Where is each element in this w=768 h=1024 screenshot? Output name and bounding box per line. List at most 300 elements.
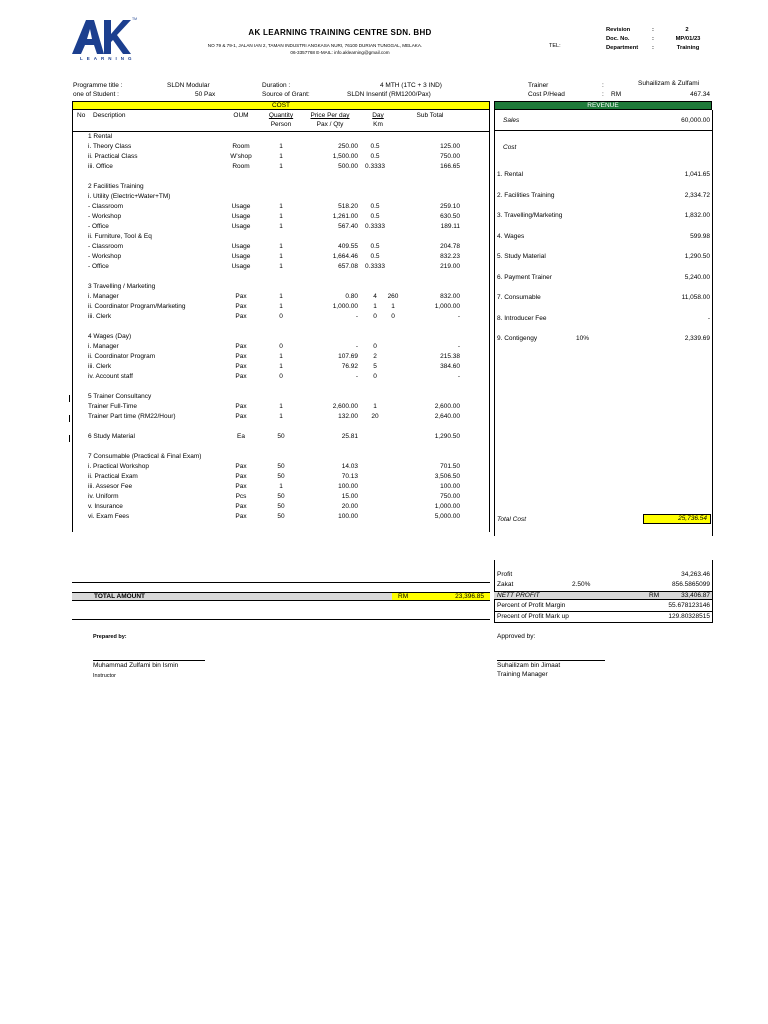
revenue-item-label: 4. Wages <box>497 232 525 240</box>
approved-name: Suhailizam bin Jimaat <box>497 662 561 669</box>
row-description: ii. Practical Class <box>88 153 138 160</box>
row-day: 0.5 <box>370 153 380 160</box>
sales-divider <box>494 130 712 131</box>
row-price: 1,664.46 <box>332 253 358 260</box>
tel-label: TEL: <box>549 43 561 49</box>
row-subtotal: 219.00 <box>440 263 460 270</box>
table-row <box>72 263 490 273</box>
row-day: 0 <box>373 313 377 320</box>
col-no: No <box>77 112 86 119</box>
table-row <box>72 483 490 493</box>
row-day: 1 <box>373 403 377 410</box>
revenue-item-label: 2. Facilities Training <box>497 191 555 199</box>
row-quantity: 1 <box>279 303 283 310</box>
row-price: 1,500.00 <box>332 153 358 160</box>
row-price: 20.00 <box>341 503 358 510</box>
row-marker <box>69 435 70 442</box>
row-price: 15.00 <box>341 493 358 500</box>
total-value: 23,396.85 <box>455 593 484 600</box>
table-row <box>72 373 490 383</box>
row-day: 0.3333 <box>365 163 385 170</box>
sales-label: Sales <box>503 117 520 124</box>
row-description: iii. Assesor Fee <box>88 483 133 490</box>
table-row <box>72 243 490 253</box>
row-oum: Pax <box>235 343 247 350</box>
table-row <box>72 163 490 173</box>
row-quantity: 1 <box>279 163 283 170</box>
revenue-item-value: 2,339.69 <box>684 335 710 342</box>
table-row <box>72 233 490 243</box>
col-day: Day <box>372 112 384 119</box>
row-subtotal: 832.23 <box>440 253 460 260</box>
table-row <box>72 473 490 483</box>
col-day-sub: Km <box>373 121 383 128</box>
row-subtotal: 384.60 <box>440 363 460 370</box>
table-row <box>72 423 490 433</box>
table-row <box>72 493 490 503</box>
revenue-item-value: 1,041.65 <box>684 171 710 178</box>
row-description: 2 Facilities Training <box>88 183 144 190</box>
row-subtotal: 215.38 <box>440 353 460 360</box>
row-quantity: 1 <box>279 293 283 300</box>
row-quantity: 50 <box>277 473 285 480</box>
margin-divider <box>494 611 712 612</box>
revenue-item <box>494 253 712 263</box>
row-description: ii. Furniture, Tool & Eq <box>88 233 152 240</box>
row-oum: Pax <box>235 473 247 480</box>
table-row <box>72 413 490 423</box>
zakat-value: 856.5865099 <box>672 581 710 588</box>
row-price: 518.20 <box>338 203 358 210</box>
total-amount-bar <box>72 592 490 601</box>
row-oum: Pcs <box>235 493 247 500</box>
row-quantity: 1 <box>279 353 283 360</box>
revenue-item-label: 1. Rental <box>497 171 524 178</box>
row-oum: Usage <box>231 253 251 260</box>
row-quantity: 1 <box>279 413 283 420</box>
revenue-item <box>494 192 712 202</box>
revenue-item-value: 5,240.00 <box>684 273 710 281</box>
nett-profit-bar <box>494 591 712 600</box>
row-description: i. Manager <box>88 293 119 300</box>
row-subtotal: 701.50 <box>440 463 460 470</box>
trainer-value: Suhailizam & Zulfami <box>638 80 700 87</box>
row-km: 260 <box>387 293 399 300</box>
logo-wordmark: LEARNING <box>80 56 136 61</box>
row-oum: Pax <box>235 483 247 490</box>
row-price: 2,600.00 <box>332 403 358 410</box>
row-day: 4 <box>373 293 377 300</box>
row-subtotal: 166.65 <box>440 163 460 170</box>
table-row <box>72 503 490 513</box>
cost-footer-line <box>72 619 490 620</box>
meta-sep: : <box>652 27 654 33</box>
row-description: Trainer Part time (RM22/Hour) <box>88 413 176 420</box>
row-price: - <box>355 373 358 380</box>
row-oum: Usage <box>231 243 251 250</box>
row-oum: Pax <box>235 513 247 520</box>
table-row <box>72 213 490 223</box>
nett-label: NETT PROFIT <box>497 592 540 599</box>
row-description: - Office <box>88 223 109 230</box>
table-row <box>72 393 490 403</box>
row-subtotal: 259.10 <box>440 203 460 210</box>
row-quantity: 50 <box>277 463 285 470</box>
row-price: 0.80 <box>345 293 358 300</box>
row-description: 7 Consumable (Practical & Final Exam) <box>88 453 202 460</box>
row-price: 250.00 <box>338 143 358 150</box>
row-price: 70.13 <box>341 473 358 480</box>
table-row <box>72 323 490 333</box>
total-amount-label: TOTAL AMOUNT <box>94 593 146 600</box>
table-row <box>72 253 490 263</box>
row-subtotal: 1,000.00 <box>434 503 460 510</box>
nett-value: 33,406.87 <box>681 592 710 599</box>
company-contact: 06-3357768 E-MAIL: info.aklearning@gmail.com <box>290 50 390 55</box>
revenue-item <box>494 335 712 345</box>
nett-rm: RM <box>649 592 660 599</box>
logo-tm: TM <box>132 17 138 21</box>
row-price: 657.08 <box>338 263 358 270</box>
cost-band-label: COST <box>271 102 291 109</box>
table-row <box>72 173 490 183</box>
zakat-label: Zakat <box>497 581 514 588</box>
row-oum: Pax <box>235 293 247 300</box>
cost-header-bottom <box>72 131 490 132</box>
row-oum: Pax <box>235 373 247 380</box>
row-description: 6 Study Material <box>88 433 135 440</box>
markup-value: 129.80328515 <box>668 613 710 620</box>
row-quantity: 50 <box>277 513 285 520</box>
meta-revision <box>606 27 718 36</box>
col-desc: Description <box>93 112 126 119</box>
table-row <box>72 303 490 313</box>
row-quantity: 0 <box>279 373 283 380</box>
revenue-item-value: 1,832.00 <box>684 212 710 219</box>
col-price: Price Per day <box>310 112 350 119</box>
profit-value: 34,263.46 <box>681 571 710 578</box>
margin-label: Percent of Profit Margin <box>497 602 566 609</box>
cost-bottom <box>72 582 490 583</box>
table-row <box>72 143 490 153</box>
row-description: - Workshop <box>88 253 122 260</box>
revenue-item-pct: 10% <box>576 335 590 342</box>
table-row <box>72 203 490 213</box>
row-day: 2 <box>373 353 377 360</box>
students-value: 50 Pax <box>195 91 216 98</box>
company-name: AK LEARNING TRAINING CENTRE SDN. BHD <box>248 28 432 37</box>
row-quantity: 50 <box>277 493 285 500</box>
row-oum: Pax <box>235 353 247 360</box>
row-quantity: 1 <box>279 203 283 210</box>
table-row <box>72 273 490 283</box>
row-price: 132.00 <box>338 413 358 420</box>
revenue-item-value: 1,290.50 <box>684 253 710 260</box>
row-subtotal: 189.11 <box>440 223 460 230</box>
table-row <box>72 223 490 233</box>
row-quantity: 1 <box>279 253 283 260</box>
row-description: 1 Rental <box>88 133 113 140</box>
meta-doc-no <box>606 36 718 45</box>
row-price: 500.00 <box>338 163 358 170</box>
row-oum: Pax <box>235 303 247 310</box>
meta-label: Revision <box>606 27 631 33</box>
row-quantity: 1 <box>279 213 283 220</box>
revenue-item-label: 6. Payment Trainer <box>497 273 552 281</box>
row-price: 107.69 <box>338 353 358 360</box>
meta-value: 2 <box>685 27 689 33</box>
row-subtotal: 2,640.00 <box>434 413 460 420</box>
row-quantity: 50 <box>277 433 285 440</box>
table-row <box>72 293 490 303</box>
table-row <box>72 313 490 323</box>
row-oum: Pax <box>235 503 247 510</box>
row-oum: W'shop <box>230 153 252 160</box>
trainer-label: Trainer <box>528 82 549 89</box>
row-quantity: 1 <box>279 483 283 490</box>
revenue-item-label: 9. Contigengy <box>497 335 538 342</box>
row-price: 1,261.00 <box>332 213 358 220</box>
prepared-label: Prepared by: <box>93 634 127 640</box>
duration-label: Duration : <box>262 82 291 89</box>
row-oum: Pax <box>235 413 247 420</box>
table-row <box>72 193 490 203</box>
profit-label: Profit <box>497 571 513 578</box>
row-oum: Usage <box>231 263 251 270</box>
row-subtotal: - <box>457 313 460 320</box>
row-description: - Classroom <box>88 243 124 250</box>
doc-meta <box>606 27 718 54</box>
col-qty-sub: Person <box>270 121 292 128</box>
row-price: 567.40 <box>338 223 358 230</box>
row-oum: Ea <box>237 433 245 440</box>
revenue-item-label: 3. Travelling/Marketing <box>497 212 563 219</box>
row-quantity: 1 <box>279 243 283 250</box>
row-marker <box>69 415 70 422</box>
row-price: 1,000.00 <box>332 303 358 310</box>
row-day: 0.5 <box>370 253 380 260</box>
table-row <box>72 343 490 353</box>
row-day: 1 <box>373 303 377 310</box>
meta-label: Doc. No. <box>606 36 630 42</box>
revenue-item-label: 8. Introducer Fee <box>497 314 547 322</box>
col-price-sub: Pax / Qty <box>316 121 344 128</box>
row-description: 5 Trainer Consultancy <box>88 393 152 400</box>
revenue-item <box>494 171 712 181</box>
revenue-item <box>494 233 712 243</box>
grant-value: SLDN Insentif (RM1200/Pax) <box>347 91 431 98</box>
revenue-item-label: 7. Consumable <box>497 294 541 301</box>
row-quantity: 1 <box>279 403 283 410</box>
revenue-item <box>494 212 712 222</box>
row-description: i. Utility (Electric+Water+TM) <box>88 193 171 200</box>
approved-title: Training Manager <box>497 671 548 678</box>
row-day: 0 <box>373 343 377 350</box>
table-row <box>72 183 490 193</box>
cost-band <box>72 101 490 110</box>
company-address: NO 79 & 79-1, JALAN IAN 2, TAMAN INDUSTRI ANGKASA NURI, 76100 DURIAN TUNGGAL, MELAKA. <box>207 43 423 48</box>
row-day: 0.5 <box>370 243 380 250</box>
row-subtotal: 1,290.50 <box>434 433 460 440</box>
table-row <box>72 353 490 363</box>
row-day: 0.3333 <box>365 263 385 270</box>
row-price: 76.92 <box>341 363 358 370</box>
prepared-signature-line <box>93 660 205 661</box>
row-description: 3 Travelling / Marketing <box>88 283 156 290</box>
row-description: iii. Clerk <box>88 313 112 320</box>
row-description: - Workshop <box>88 213 122 220</box>
total-cost-value: 25,736.54 <box>678 515 707 522</box>
row-subtotal: 630.50 <box>440 213 460 220</box>
table-row <box>72 513 490 523</box>
row-quantity: 1 <box>279 153 283 160</box>
row-oum: Room <box>232 143 250 150</box>
cost-head-sep: : <box>602 91 604 98</box>
col-subtotal: Sub Total <box>416 112 444 119</box>
row-day: 0.5 <box>370 213 380 220</box>
row-subtotal: 1,000.00 <box>434 303 460 310</box>
trainer-sep: : <box>602 82 604 89</box>
profit-bottom <box>494 622 712 623</box>
row-price: 25.81 <box>341 433 358 440</box>
cost-head-rm: RM <box>611 91 622 98</box>
row-subtotal: - <box>457 343 460 350</box>
row-price: - <box>355 313 358 320</box>
table-row <box>72 433 490 443</box>
row-quantity: 0 <box>279 313 283 320</box>
row-description: iii. Clerk <box>88 363 112 370</box>
total-rm: RM <box>398 593 409 600</box>
table-row <box>72 443 490 453</box>
meta-department <box>606 45 718 54</box>
revenue-item-value: 11,058.00 <box>681 294 710 301</box>
row-marker <box>69 395 70 402</box>
row-day: 0 <box>373 373 377 380</box>
row-subtotal: 832.00 <box>440 293 460 300</box>
col-oum: OUM <box>233 112 249 119</box>
row-description: iii. Office <box>88 163 113 170</box>
row-description: - Office <box>88 263 109 270</box>
row-quantity: 50 <box>277 503 285 510</box>
duration-value: 4 MTH (1TC + 3 IND) <box>380 82 442 89</box>
markup-label: Precent of Profit Mark up <box>497 613 569 620</box>
row-subtotal: 3,506.50 <box>434 473 460 480</box>
row-oum: Usage <box>231 203 251 210</box>
row-description: v. Insurance <box>88 503 123 510</box>
row-subtotal: 125.00 <box>440 143 460 150</box>
total-amount-cell <box>392 593 490 600</box>
row-description: i. Manager <box>88 343 119 350</box>
row-subtotal: 750.00 <box>440 493 460 500</box>
row-subtotal: 204.78 <box>440 243 460 250</box>
row-quantity: 1 <box>279 223 283 230</box>
row-subtotal: - <box>457 373 460 380</box>
revenue-item-value: 599.98 <box>690 232 710 240</box>
programme-label: Programme title : <box>73 82 123 89</box>
row-price: - <box>355 343 358 350</box>
meta-sep: : <box>652 36 654 42</box>
cost-head-label: Cost P/Head <box>528 91 565 98</box>
row-description: ii. Coordinator Program/Marketing <box>88 303 186 310</box>
total-cost-label: Total Cost <box>497 516 527 523</box>
prepared-name: Muhammad Zulfami bin Ismin <box>93 662 179 669</box>
row-description: iv. Uniform <box>88 493 119 500</box>
meta-label: Department <box>606 45 639 51</box>
table-row <box>72 463 490 473</box>
approved-signature-line <box>497 660 605 661</box>
row-price: 100.00 <box>338 483 358 490</box>
row-description: Trainer Full-Time <box>88 403 137 410</box>
row-oum: Pax <box>235 463 247 470</box>
programme-value: SLDN Modular <box>167 82 210 89</box>
table-row <box>72 133 490 143</box>
table-row <box>72 383 490 393</box>
row-day: 20 <box>371 413 379 420</box>
table-row <box>72 283 490 293</box>
row-quantity: 1 <box>279 263 283 270</box>
table-row <box>72 363 490 373</box>
row-description: iv. Account staff <box>88 373 133 380</box>
cost-label: Cost <box>503 144 517 151</box>
row-day: 0.5 <box>370 143 380 150</box>
rev-right-border <box>712 110 713 536</box>
approved-label: Approved by: <box>497 633 536 640</box>
row-day: 0.5 <box>370 203 380 210</box>
row-description: ii. Coordinator Program <box>88 353 156 360</box>
row-quantity: 1 <box>279 143 283 150</box>
row-oum: Room <box>232 163 250 170</box>
row-subtotal: 100.00 <box>440 483 460 490</box>
table-row <box>72 453 490 463</box>
meta-sep: : <box>652 45 654 51</box>
revenue-item <box>494 315 712 325</box>
total-cost-cell <box>643 514 711 524</box>
revenue-item-value: - <box>707 314 710 322</box>
sales-value: 60,000.00 <box>681 117 710 124</box>
row-quantity: 1 <box>279 363 283 370</box>
row-day: 0.3333 <box>365 223 385 230</box>
table-row <box>72 333 490 343</box>
table-row <box>72 153 490 163</box>
row-km: 0 <box>391 313 395 320</box>
revenue-item <box>494 274 712 284</box>
revenue-item-value: 2,334.72 <box>684 191 710 199</box>
margin-value: 55.678123146 <box>668 602 710 609</box>
row-oum: Usage <box>231 213 251 220</box>
row-description: i. Theory Class <box>88 143 132 150</box>
row-day: 5 <box>373 363 377 370</box>
row-subtotal: 5,000.00 <box>434 513 460 520</box>
row-description: vi. Exam Fees <box>88 513 130 520</box>
meta-value: MP/01/23 <box>675 36 701 42</box>
row-price: 409.55 <box>338 243 358 250</box>
row-price: 100.00 <box>338 513 358 520</box>
row-description: ii. Practical Exam <box>88 473 138 480</box>
row-description: - Classroom <box>88 203 124 210</box>
row-oum: Usage <box>231 223 251 230</box>
row-price: 14.03 <box>341 463 358 470</box>
profit-right-border <box>712 560 713 623</box>
row-description: 4 Wages (Day) <box>88 333 132 340</box>
grant-label: Source of Grant: <box>262 91 310 98</box>
revenue-item <box>494 294 712 304</box>
revenue-band <box>494 101 712 110</box>
students-label: one of Student : <box>73 91 119 98</box>
row-subtotal: 750.00 <box>440 153 460 160</box>
revenue-item-label: 5. Study Material <box>497 253 546 260</box>
row-description: i. Practical Workshop <box>88 463 149 470</box>
row-oum: Pax <box>235 403 247 410</box>
